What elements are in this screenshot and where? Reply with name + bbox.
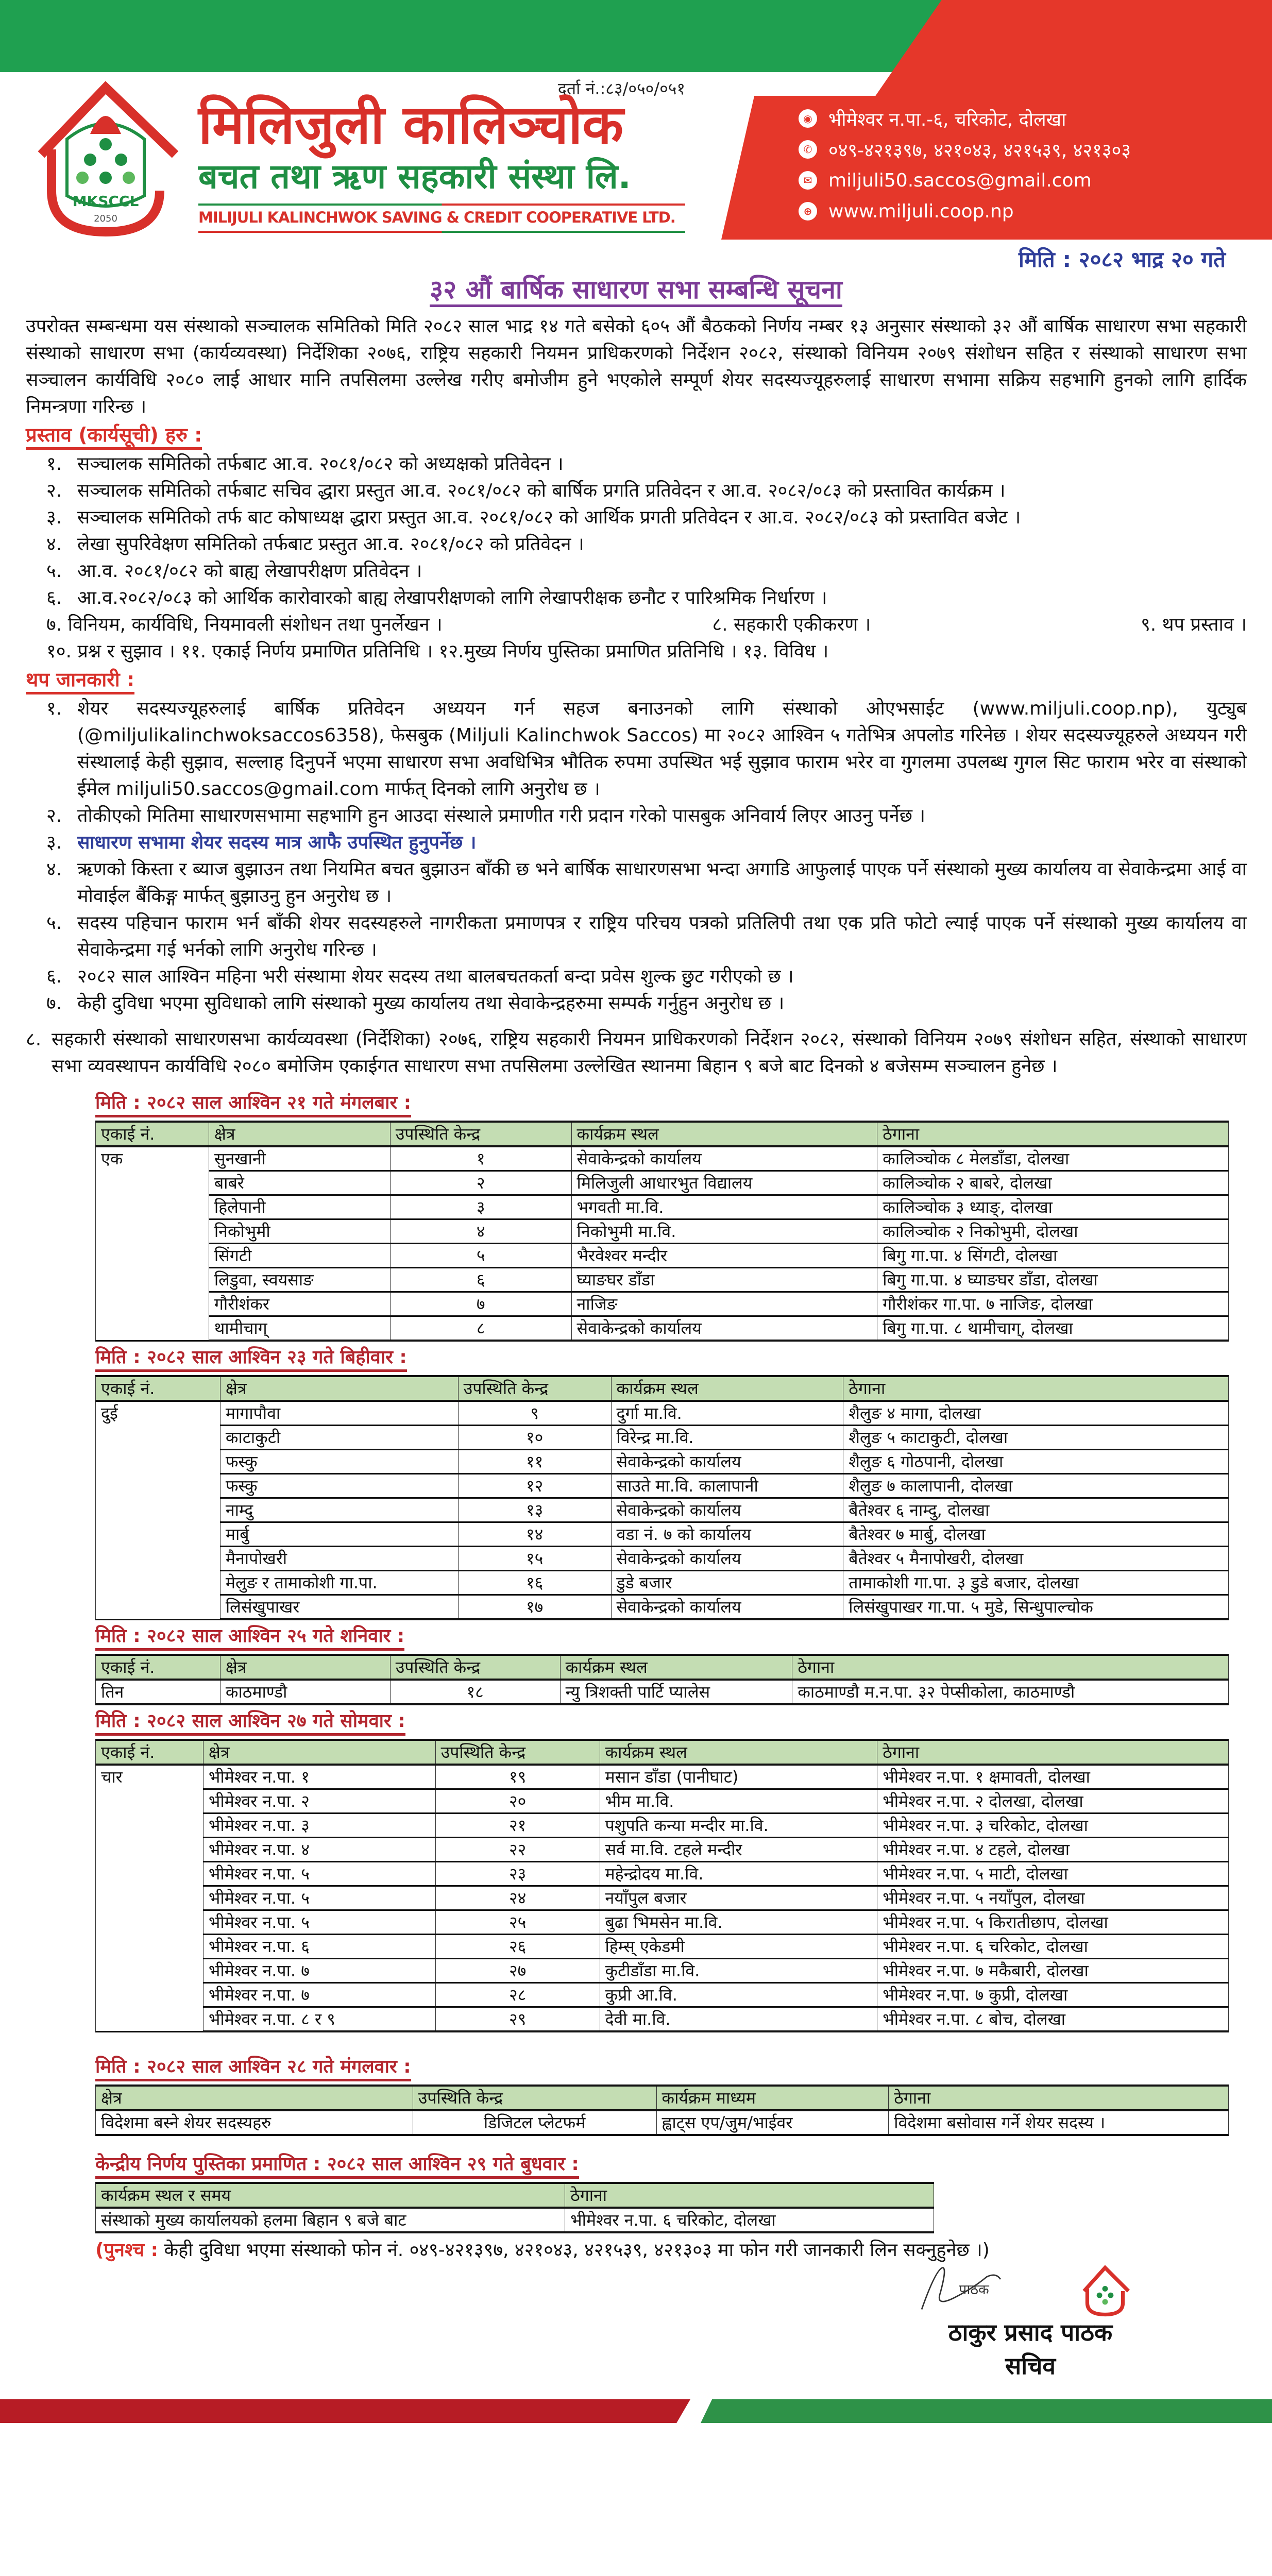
venue-cell: नाजिङ — [571, 1292, 877, 1316]
center-number-cell: २१ — [435, 1814, 600, 1838]
table-row — [96, 1595, 1229, 1620]
venue-cell: नयाँपुल बजार — [600, 1886, 877, 1910]
column-header: एकाई नं. — [96, 1740, 203, 1765]
address-cell: बैतेश्वर ५ मैनापोखरी, दोलखा — [843, 1547, 1229, 1571]
info-item — [26, 696, 1247, 803]
item-number: १. — [46, 698, 62, 719]
item-text: तोकीएको मितिमा साधारणसभामा सहभागि हुन आउदा संस्थाले प्रमाणीत गरी प्रदान गरेको पासबुक अनिवार्य लिएर आउनु पर्नेछ । — [77, 805, 926, 826]
schedule-table — [95, 1739, 1229, 2032]
item-text: सञ्चालक समितिको तर्फबाट आ.व. २०८१/०८२ को अध्यक्षको प्रतिवेदन । — [77, 453, 564, 474]
address-cell: भीमेश्वर न.पा. ६ चरिकोट, दोलखा — [877, 1935, 1229, 1959]
table-row — [96, 1292, 1229, 1316]
address-cell: बिगु गा.पा. ८ थामीचाग्, दोलखा — [877, 1316, 1229, 1341]
venue-cell: मसान डाँडा (पानीघाट) — [600, 1765, 877, 1789]
address-cell: बैतेश्वर ६ नाम्दु, दोलखा — [843, 1498, 1229, 1522]
agenda-item: १०. प्रश्न र सुझाव । ११. एकाई निर्णय प्रमाणित प्रतिनिधि । १२.मुख्य निर्णय पुस्तिका प्रमाणित प्रतिनिधि । १३. विविध । — [46, 641, 829, 662]
table-row — [96, 1983, 1229, 2007]
center-number-cell: १६ — [458, 1571, 611, 1595]
area-cell: हिलेपानी — [209, 1195, 390, 1219]
table-row — [96, 1498, 1229, 1522]
schedule-date: मिति : २०८२ साल आश्विन २१ गते मंगलबार : — [95, 1091, 411, 1117]
table-row — [96, 2110, 1229, 2135]
info-item — [26, 803, 1247, 829]
area-cell: भीमेश्वर न.पा. ३ — [203, 1814, 435, 1838]
table-cell: विदेशमा बसोवास गर्ने शेयर सदस्य । — [889, 2110, 1229, 2135]
schedule-date: मिति : २०८२ साल आश्विन २७ गते सोमवार : — [95, 1709, 405, 1736]
area-cell: फस्कु — [220, 1474, 458, 1498]
venue-cell: न्यु त्रिशक्ती पार्टि प्यालेस — [560, 1680, 792, 1704]
unit-cell: चार — [96, 1765, 203, 2031]
table-row — [96, 1547, 1229, 1571]
column-header: एकाई नं. — [96, 1655, 221, 1680]
area-cell: भीमेश्वर न.पा. ५ — [203, 1862, 435, 1886]
table-row — [96, 1571, 1229, 1595]
agenda-item: ९. थप प्रस्ताव । — [1141, 614, 1247, 635]
column-header: क्षेत्र — [220, 1376, 458, 1401]
table-cell: ह्वाट्स एप/जुम/भाईवर — [656, 2110, 889, 2135]
item-number: ५. — [46, 912, 62, 934]
address-cell: कालिञ्चोक ३ ध्याङ्, दोलखा — [877, 1195, 1229, 1219]
center-number-cell: १४ — [458, 1522, 611, 1547]
venue-cell: कुटीडाँडा मा.वि. — [600, 1959, 877, 1983]
table-cell: संस्थाको मुख्य कार्यालयको हलमा बिहान ९ बजे बाट — [96, 2208, 565, 2232]
venue-cell: निकोभुमी मा.वि. — [571, 1219, 877, 1244]
column-header: क्षेत्र — [96, 2086, 413, 2110]
postscript-label: (पुनश्च : — [95, 2240, 158, 2261]
center-number-cell: २२ — [435, 1838, 600, 1862]
table-row — [96, 1268, 1229, 1292]
table-row — [96, 1680, 1229, 1704]
contact-website[interactable] — [799, 196, 1131, 227]
letterhead — [0, 0, 1272, 242]
schedule-table-abroad — [95, 2084, 1229, 2136]
contact-text[interactable]: miljuli50.saccos@gmail.com — [828, 170, 1092, 191]
item-number: ८. — [26, 1029, 42, 1050]
table-cell: भीमेश्वर न.पा. ६ चरिकोट, दोलखा — [565, 2208, 934, 2232]
address-cell: तामाकोशी गा.पा. ३ डुडे बजार, दोलखा — [843, 1571, 1229, 1595]
signer-name: ठाकुर प्रसाद पाठक — [948, 2318, 1113, 2346]
address-cell: भीमेश्वर न.पा. ८ बोच, दोलखा — [877, 2007, 1229, 2032]
item-text: सञ्चालक समितिको तर्फबाट सचिव द्धारा प्रस्तुत आ.व. २०८१/०८२ को बार्षिक प्रगति प्रतिवेदन र आ.व. २०८२/०८३ को प्रस्तावित कार्यक्रम । — [77, 480, 1006, 501]
venue-cell: विरेन्द्र मा.वि. — [611, 1426, 843, 1450]
column-header: एकाई नं. — [96, 1376, 221, 1401]
address-cell: शैलुङ ४ मागा, दोलखा — [843, 1401, 1229, 1426]
address-cell: लिसंखुपाखर गा.पा. ५ मुडे, सिन्धुपाल्चोक — [843, 1595, 1229, 1620]
venue-cell: बुढा भिमसेन मा.वि. — [600, 1910, 877, 1935]
venue-cell: दुर्गा मा.वि. — [611, 1401, 843, 1426]
table-row — [96, 1316, 1229, 1341]
info-item-8 — [26, 1026, 1247, 1080]
area-cell: काठमाण्डौ — [220, 1680, 390, 1704]
address-cell: भीमेश्वर न.पा. ५ माटी, दोलखा — [877, 1862, 1229, 1886]
address-cell: काठमाण्डौ म.न.पा. ३२ पेप्सीकोला, काठमाण्डौ — [792, 1680, 1229, 1704]
cooperative-logo-icon — [21, 77, 191, 237]
item-number: ३. — [46, 507, 62, 528]
info-item — [26, 856, 1247, 910]
center-number-cell: २८ — [435, 1983, 600, 2007]
column-header: उपस्थिति केन्द्र — [458, 1376, 611, 1401]
address-cell: शैलुङ ७ कालापानी, दोलखा — [843, 1474, 1229, 1498]
signer-title: सचिव — [1005, 2352, 1056, 2380]
table-row — [96, 1789, 1229, 1814]
center-number-cell: १ — [390, 1146, 571, 1171]
area-cell: भीमेश्वर न.पा. ७ — [203, 1959, 435, 1983]
area-cell: निकोभुमी — [209, 1219, 390, 1244]
table-row — [96, 1401, 1229, 1426]
schedule-table — [95, 1654, 1229, 1705]
address-cell: बिगु गा.पा. ४ घ्याङघर डाँडा, दोलखा — [877, 1268, 1229, 1292]
organization-subtitle: बचत तथा ऋण सहकारी संस्था लि. — [198, 157, 631, 196]
agenda-inline-row — [26, 638, 1247, 665]
center-number-cell: १८ — [390, 1680, 560, 1704]
area-cell: भीमेश्वर न.पा. ५ — [203, 1886, 435, 1910]
address-cell: भीमेश्वर न.पा. ७ मकैबारी, दोलखा — [877, 1959, 1229, 1983]
location-pin-icon: ◉ — [799, 109, 817, 128]
intro-paragraph: उपरोक्त सम्बन्धमा यस संस्थाको सञ्चालक समितिको मिति २०८२ साल भाद्र १४ गते बसेको ६०५ औं बैठकको निर्णय नम्बर १३ अनुसार संस्थाको ३२ औं बार्षिक साधारण सभा सहकारी संस्थाको साधारण सभा (कार्यव्यवस्था) निर्देशिका २०७६, राष्ट्रिय सहकारी नियमन प्राधिकरणको निर्देशन २०८२, संस्थाको विनियम २०७९ संशोधन सहित र संस्थाको साधारण सभा सञ्चालन कार्यविधि २०८० लाई आधार मानि तपसिलमा उल्लेख गरीए बमोजीम हुने भएकोले सम्पूर्ण शेयर सदस्यज्यूहरुलाई साधारण सभामा सक्रिय सहभागि हुनको लागि हार्दिक निमन्त्रणा गरिन्छ । — [26, 316, 1247, 417]
table-row — [96, 1959, 1229, 1983]
center-number-cell: १० — [458, 1426, 611, 1450]
item-text: २०८२ साल आश्विन महिना भरी संस्थामा शेयर सदस्य तथा बालबचतकर्ता बन्दा प्रवेस शुल्क छुट गरीएको छ । — [77, 966, 794, 987]
column-header: कार्यक्रम स्थल — [560, 1655, 792, 1680]
address-cell: शैलुङ ५ काटाकुटी, दोलखा — [843, 1426, 1229, 1450]
column-header: कार्यक्रम माध्यम — [656, 2086, 889, 2110]
column-header: क्षेत्र — [209, 1122, 390, 1146]
signature-image — [912, 2265, 1015, 2312]
column-header: एकाई नं. — [96, 1122, 209, 1146]
area-cell: लिडुवा, स्वयसाङ — [209, 1268, 390, 1292]
item-text: आ.व. २०८१/०८२ को बाह्य लेखापरीक्षण प्रतिवेदन । — [77, 561, 422, 582]
info-heading: थप जानकारी : — [26, 667, 134, 694]
central-decision-table — [95, 2182, 934, 2233]
address-cell: भीमेश्वर न.पा. ७ कुप्री, दोलखा — [877, 1983, 1229, 2007]
postscript-text: केही दुविधा भएमा संस्थाको फोन नं. ०४९-४२१३९७, ४२१०४३, ४२१५३९, ४२१३०३ मा फोन गरी जानकारी लिन सक्नुहुनेछ ।) — [164, 2240, 990, 2261]
column-header: क्षेत्र — [220, 1655, 390, 1680]
item-text: लेखा सुपरिवेक्षण समितिको तर्फबाट प्रस्तुत आ.व. २०८१/०८२ को प्रतिवेदन । — [77, 534, 584, 555]
center-number-cell: २३ — [435, 1862, 600, 1886]
venue-cell: भीम मा.वि. — [600, 1789, 877, 1814]
schedule-date: मिति : २०८२ साल आश्विन २५ गते शनिवार : — [95, 1624, 404, 1651]
venue-cell: पशुपति कन्या मन्दीर मा.वि. — [600, 1814, 877, 1838]
phone-icon: ✆ — [799, 140, 817, 159]
column-header: ठेगाना — [877, 1740, 1229, 1765]
table-row — [96, 1195, 1229, 1219]
address-cell: बैतेश्वर ७ मार्बु, दोलखा — [843, 1522, 1229, 1547]
column-header: ठेगाना — [877, 1122, 1229, 1146]
column-header: उपस्थिति केन्द्र — [390, 1655, 560, 1680]
address-cell: भीमेश्वर न.पा. १ क्षमावती, दोलखा — [877, 1765, 1229, 1789]
address-cell: गौरीशंकर गा.पा. ७ नाजिङ, दोलखा — [877, 1292, 1229, 1316]
center-number-cell: ७ — [390, 1292, 571, 1316]
item-text: केही दुविधा भएमा सुविधाको लागि संस्थाको मुख्य कार्यालय तथा सेवाकेन्द्रहरुमा सम्पर्क गर्नुहुन अनुरोध छ । — [77, 993, 785, 1014]
contact-address — [799, 103, 1131, 134]
table-body — [96, 1680, 1229, 1704]
address-cell: कालिञ्चोक २ बाबरे, दोलखा — [877, 1171, 1229, 1195]
agenda-item — [26, 558, 1247, 585]
agenda-item: ७. विनियम, कार्यविधि, नियमावली संशोधन तथा पुनर्लेखन । — [46, 614, 443, 635]
center-number-cell: ६ — [390, 1268, 571, 1292]
table-row — [96, 1450, 1229, 1474]
table-row — [96, 1244, 1229, 1268]
agenda-list — [26, 451, 1247, 665]
central-decision-date: केन्द्रीय निर्णय पुस्तिका प्रमाणित : २०८२ साल आश्विन २९ गते बुधवार : — [95, 2153, 579, 2179]
column-header: ठेगाना — [792, 1655, 1229, 1680]
item-number: २. — [46, 805, 62, 826]
column-header: उपस्थिति केन्द्र — [435, 1740, 600, 1765]
area-cell: मैनापोखरी — [220, 1547, 458, 1571]
center-number-cell: ४ — [390, 1219, 571, 1244]
agenda-item — [26, 478, 1247, 504]
contact-list — [799, 103, 1131, 227]
table-row — [96, 1910, 1229, 1935]
info-list — [26, 696, 1247, 1017]
unit-cell: तिन — [96, 1680, 221, 1704]
area-cell: भीमेश्वर न.पा. ६ — [203, 1935, 435, 1959]
item-text: सदस्य पहिचान फाराम भर्न बाँकी शेयर सदस्यहरुले नागरीकता प्रमाणपत्र र राष्ट्रिय परिचय पत्रको प्रतिलिपी तथा एक प्रति फोटो ल्याई पाएक पर्ने संस्थाको मुख्य कार्यालय वा सेवाकेन्द्रमा गई भर्नको लागि अनुरोध गरिन्छ । — [77, 912, 1247, 960]
info-item — [26, 963, 1247, 990]
schedule-date: मिति : २०८२ साल आश्विन २३ गते बिहीवार : — [95, 1346, 407, 1372]
item-number: ५. — [46, 561, 62, 582]
table-row — [96, 2007, 1229, 2032]
table-row — [96, 1146, 1229, 1171]
table-row — [96, 1426, 1229, 1450]
signature-block — [876, 2265, 1236, 2394]
schedule-table — [95, 1375, 1229, 1620]
item-text: शेयर सदस्यज्यूहरुलाई बार्षिक प्रतिवेदन अध्ययन गर्न सहज बनाउनको लागि संस्थाको ओएभसाईट (www.miljuli.coop.np), युट्युब (@miljulikalinchwoksaccos6358), फेसबुक (Miljuli Kalinchwok Saccos) मा २०८२ आश्विन ५ गतेभित्र अपलोड गरिनेछ । शेयर सदस्यज्यूहरुले अध्ययन गरी संस्थालाई केही सुझाव, सल्लाह दिनुपर्ने भएमा साधारण सभा अवधिभित्र भौतिक रुपमा उपस्थित भई सुझाव फाराम भरेर वा गुगलमा उपलब्ध गुगल सिट फाराम भरेर वा संस्थाको ईमेल miljuli50.saccos@gmail.com मार्फत् दिनको लागि अनुरोध छ । — [77, 698, 1247, 800]
address-cell: कालिञ्चोक ८ मेलडाँडा, दोलखा — [877, 1146, 1229, 1171]
contact-text: भीमेश्वर न.पा.-६, चरिकोट, दोलखा — [828, 109, 1066, 130]
column-header: उपस्थिति केन्द्र — [390, 1122, 571, 1146]
area-cell: सुनखानी — [209, 1146, 390, 1171]
unit-cell: दुई — [96, 1401, 221, 1619]
footer-green-band — [701, 2399, 1272, 2423]
column-header: कार्यक्रम स्थल र समय — [96, 2183, 565, 2208]
venue-cell: मिलिजुली आधारभुत विद्यालय — [571, 1171, 877, 1195]
table-row — [96, 2208, 934, 2232]
notice-date: मिति : २०८२ भाद्र २० गते — [1018, 247, 1226, 272]
info-item — [26, 990, 1247, 1017]
venue-cell: सेवाकेन्द्रको कार्यालय — [611, 1498, 843, 1522]
table-body — [96, 1765, 1229, 2031]
address-cell: शैलुङ ६ गोठपानी, दोलखा — [843, 1450, 1229, 1474]
area-cell: काटाकुटी — [220, 1426, 458, 1450]
area-cell: भीमेश्वर न.पा. ७ — [203, 1983, 435, 2007]
center-number-cell: ९ — [458, 1401, 611, 1426]
area-cell: मार्बु — [220, 1522, 458, 1547]
address-cell: भीमेश्वर न.पा. ३ चरिकोट, दोलखा — [877, 1814, 1229, 1838]
area-cell: भीमेश्वर न.पा. २ — [203, 1789, 435, 1814]
center-number-cell: २० — [435, 1789, 600, 1814]
venue-cell: साउते मा.वि. कालापानी — [611, 1474, 843, 1498]
contact-text: ०४९-४२१३९७, ४२१०४३, ४२१५३९, ४२१३०३ — [828, 140, 1131, 161]
divider — [198, 204, 685, 206]
venue-cell: डुडे बजार — [611, 1571, 843, 1595]
column-header: कार्यक्रम स्थल — [611, 1376, 843, 1401]
contact-phone — [799, 134, 1131, 165]
info-item-highlight — [26, 829, 1247, 856]
logo-text: MKSCCL — [72, 193, 139, 210]
agenda-item: ८. सहकारी एकीकरण । — [712, 614, 871, 635]
center-number-cell: १५ — [458, 1547, 611, 1571]
divider — [198, 231, 685, 233]
center-number-cell: १७ — [458, 1595, 611, 1620]
notice-title: ३२ औं बार्षिक साधारण सभा सम्बन्धि सूचना — [430, 275, 842, 307]
item-number: ६. — [46, 587, 62, 608]
column-header: क्षेत्र — [203, 1740, 435, 1765]
item-text: आ.व.२०८२/०८३ को आर्थिक कारोवारको बाह्य लेखापरीक्षणको लागि लेखापरीक्षक छनौट र पारिश्रमिक निर्धारण । — [77, 587, 827, 608]
column-header: कार्यक्रम स्थल — [600, 1740, 877, 1765]
address-cell: कालिञ्चोक २ निकोभुमी, दोलखा — [877, 1219, 1229, 1244]
signature-text: पाठक — [959, 2281, 989, 2298]
table-cell: डिजिटल प्लेटफर्म — [413, 2110, 656, 2135]
agenda-heading: प्रस्ताव (कार्यसूची) हरु : — [26, 422, 202, 450]
area-cell: मेलुङ र तामाकोशी गा.पा. — [220, 1571, 458, 1595]
center-number-cell: २५ — [435, 1910, 600, 1935]
address-cell: बिगु गा.पा. ४ सिंगटी, दोलखा — [877, 1244, 1229, 1268]
logo-year: 2050 — [94, 213, 117, 224]
venue-cell: वडा नं. ७ को कार्यालय — [611, 1522, 843, 1547]
table-row — [96, 1838, 1229, 1862]
center-number-cell: २ — [390, 1171, 571, 1195]
center-number-cell: ३ — [390, 1195, 571, 1219]
center-number-cell: २७ — [435, 1959, 600, 1983]
center-number-cell: १९ — [435, 1765, 600, 1789]
column-header: ठेगाना — [889, 2086, 1229, 2110]
area-cell: नाम्दु — [220, 1498, 458, 1522]
schedule-table — [95, 1121, 1229, 1342]
venue-cell: सेवाकेन्द्रको कार्यालय — [611, 1547, 843, 1571]
area-cell: फस्कु — [220, 1450, 458, 1474]
stamp-logo-icon — [1077, 2265, 1133, 2317]
footer-bands — [0, 2399, 1272, 2430]
area-cell: भीमेश्वर न.पा. ४ — [203, 1838, 435, 1862]
item-number: ४. — [46, 859, 62, 880]
center-number-cell: २९ — [435, 2007, 600, 2032]
area-cell: बाबरे — [209, 1171, 390, 1195]
table-body — [96, 1146, 1229, 1341]
column-header: ठेगाना — [843, 1376, 1229, 1401]
column-header: ठेगाना — [565, 2183, 934, 2208]
agenda-item — [26, 585, 1247, 612]
venue-cell: भैरवेश्वर मन्दीर — [571, 1244, 877, 1268]
email-icon: ✉ — [799, 171, 817, 190]
center-number-cell: २४ — [435, 1886, 600, 1910]
item-number: २. — [46, 480, 62, 501]
agenda-inline-row — [26, 612, 1247, 638]
table-row — [96, 1886, 1229, 1910]
item-number: ६. — [46, 966, 62, 987]
item-number: ४. — [46, 534, 62, 555]
info-item — [26, 910, 1247, 963]
unit-cell: एक — [96, 1146, 209, 1341]
organization-name: मिलिजुली कालिञ्चोक — [198, 93, 624, 156]
area-cell: भीमेश्वर न.पा. १ — [203, 1765, 435, 1789]
center-number-cell: १२ — [458, 1474, 611, 1498]
center-number-cell: ५ — [390, 1244, 571, 1268]
table-row — [96, 1219, 1229, 1244]
item-text: ऋणको किस्ता र ब्याज बुझाउन तथा नियमित बचत बुझाउन बाँकी छ भने बार्षिक साधारणसभा भन्दा अगाडि आफुलाई पाएक पर्ने संस्थाको मुख्य कार्यालय वा सेवाकेन्द्रमा आई वा मोवाईल बैंकिङ्ग मार्फत् बुझाउनु हुन अनुरोध छ । — [77, 859, 1247, 907]
address-cell: भीमेश्वर न.पा. ४ टहले, दोलखा — [877, 1838, 1229, 1862]
footer-red-band — [0, 2399, 690, 2423]
schedule-section — [95, 1087, 1229, 2263]
column-header: उपस्थिति केन्द्र — [413, 2086, 656, 2110]
table-row — [96, 1522, 1229, 1547]
venue-cell: सर्व मा.वि. टहले मन्दीर — [600, 1838, 877, 1862]
header-green-band — [0, 0, 1010, 72]
table-cell: विदेशमा बस्ने शेयर सदस्यहरु — [96, 2110, 413, 2135]
table-row — [96, 1862, 1229, 1886]
address-cell: भीमेश्वर न.पा. ५ नयाँपुल, दोलखा — [877, 1886, 1229, 1910]
venue-cell: सेवाकेन्द्रको कार्यालय — [571, 1316, 877, 1341]
table-row — [96, 1935, 1229, 1959]
agenda-item — [26, 451, 1247, 478]
schedule-date-abroad: मिति : २०८२ साल आश्विन २८ गते मंगलवार : — [95, 2055, 411, 2081]
area-cell: गौरीशंकर — [209, 1292, 390, 1316]
organization-english-name: MILIJULI KALINCHWOK SAVING & CREDIT COOPERATIVE LTD. — [198, 209, 675, 226]
notice-body — [26, 313, 1247, 1080]
area-cell: सिंगटी — [209, 1244, 390, 1268]
venue-cell: सेवाकेन्द्रको कार्यालय — [571, 1146, 877, 1171]
center-number-cell: २६ — [435, 1935, 600, 1959]
table-row — [96, 1814, 1229, 1838]
area-cell: भीमेश्वर न.पा. ५ — [203, 1910, 435, 1935]
venue-cell: सेवाकेन्द्रको कार्यालय — [611, 1450, 843, 1474]
area-cell: मागापौवा — [220, 1401, 458, 1426]
area-cell: भीमेश्वर न.पा. ८ र ९ — [203, 2007, 435, 2032]
item-number: १. — [46, 453, 62, 474]
globe-icon: ⊕ — [799, 202, 817, 221]
area-cell: लिसंखुपाखर — [220, 1595, 458, 1620]
registration-number: दर्ता नं.:८३/०५०/०५१ — [557, 79, 685, 98]
table-row — [96, 1474, 1229, 1498]
venue-cell: सेवाकेन्द्रको कार्यालय — [611, 1595, 843, 1620]
area-cell: थामीचाग् — [209, 1316, 390, 1341]
center-number-cell: १३ — [458, 1498, 611, 1522]
item-text: साधारण सभामा शेयर सदस्य मात्र आफै उपस्थित हुनुपर्नेछ । — [77, 832, 477, 853]
agenda-item — [26, 504, 1247, 531]
table-body — [96, 1401, 1229, 1619]
column-header: कार्यक्रम स्थल — [571, 1122, 877, 1146]
table-row — [96, 1171, 1229, 1195]
item-text: सहकारी संस्थाको साधारणसभा कार्यव्यवस्था (निर्देशिका) २०७६, राष्ट्रिय सहकारी नियमन प्राधिकरणको निर्देशन २०८२, संस्थाको विनियम २०७९ संशोधन सहित, संस्थाको साधारण सभा व्यवस्थापन कार्यविधि २०८० बमोजिम एकाईगत साधारण सभा तपसिलमा उल्लेखित स्थानमा बिहान ९ बजे बाट दिनको ४ बजेसम्म सञ्चालन हुनेछ । — [52, 1029, 1247, 1077]
center-number-cell: ११ — [458, 1450, 611, 1474]
contact-email[interactable] — [799, 165, 1131, 196]
address-cell: भीमेश्वर न.पा. ५ किरातीछाप, दोलखा — [877, 1910, 1229, 1935]
venue-cell: महेन्द्रोदय मा.वि. — [600, 1862, 877, 1886]
venue-cell: घ्याङघर डाँडा — [571, 1268, 877, 1292]
notice-title-wrap — [0, 274, 1272, 311]
venue-cell: हिम्स् एकेडमी — [600, 1935, 877, 1959]
postscript — [95, 2238, 1229, 2263]
agenda-item — [26, 531, 1247, 558]
center-number-cell: ८ — [390, 1316, 571, 1341]
item-number: ७. — [46, 993, 62, 1014]
item-text: सञ्चालक समितिको तर्फ बाट कोषाध्यक्ष द्धारा प्रस्तुत आ.व. २०८१/०८२ को आर्थिक प्रगती प्रतिवेदन र आ.व. २०८२/०८३ को प्रस्तावित बजेट । — [77, 507, 1021, 528]
contact-text[interactable]: www.miljuli.coop.np — [828, 200, 1014, 222]
item-number: ३. — [46, 832, 62, 853]
venue-cell: देवी मा.वि. — [600, 2007, 877, 2032]
address-cell: भीमेश्वर न.पा. २ दोलखा, दोलखा — [877, 1789, 1229, 1814]
table-row — [96, 1765, 1229, 1789]
venue-cell: कुप्री आ.वि. — [600, 1983, 877, 2007]
venue-cell: भगवती मा.वि. — [571, 1195, 877, 1219]
